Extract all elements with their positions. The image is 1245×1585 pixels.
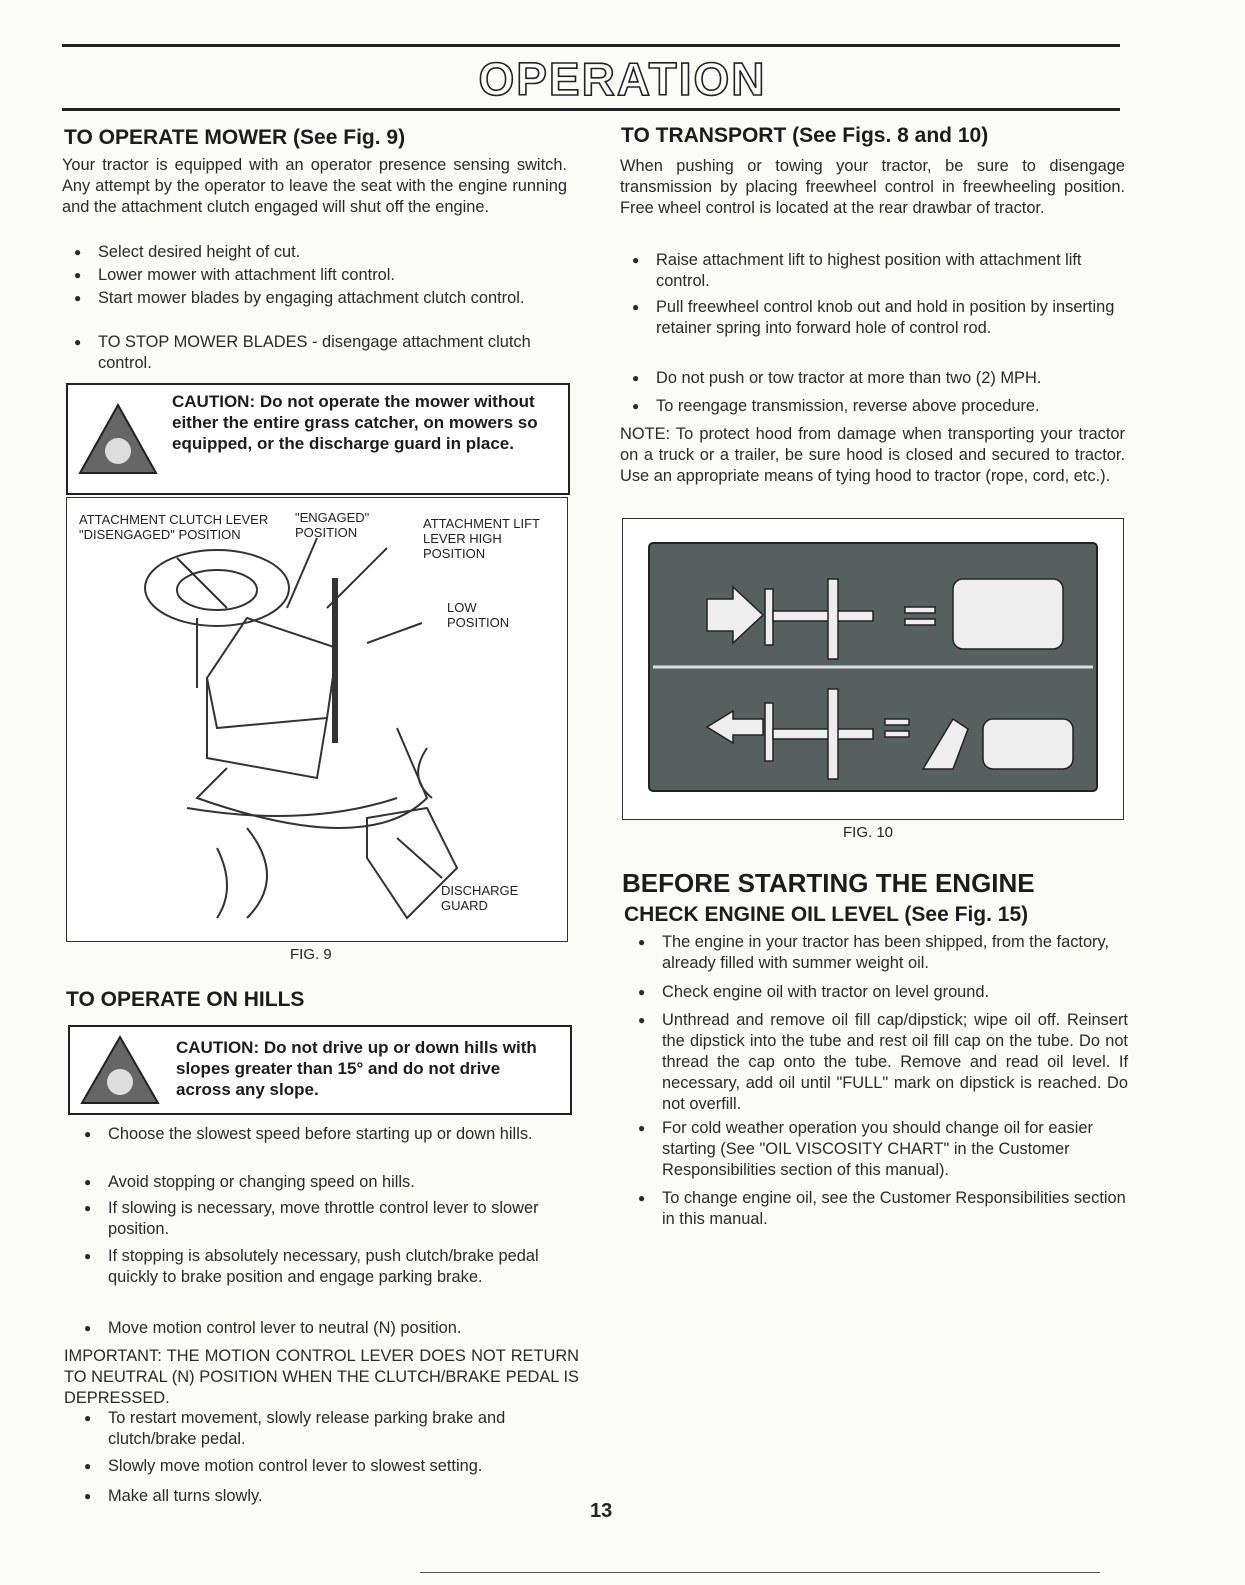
transport-note: NOTE: To protect hood from damage when transporting your tractor on a truck or a trailer, be sure hood is closed and secured to tractor. Use an appropriate means of tying hood to tractor (rope, cord, etc.). [620,425,1125,485]
bullet-icon: ● [638,1013,646,1027]
fig10-caption: FIG. 10 [843,824,894,841]
important-note: IMPORTANT: THE MOTION CONTROL LEVER DOES NOT RETURN TO NEUTRAL (N) POSITION WHEN THE CLUTCH/BRAKE PEDAL IS DEPRESSED. [64,1347,579,1407]
hills-bullet [84,1408,578,1450]
bullet-icon: ● [632,300,640,314]
hills-bullet [84,1172,578,1193]
bullet-icon: ● [74,268,82,282]
hills-bullet [84,1456,578,1477]
mower-bullet-text: Lower mower with attachment lift control. [98,266,395,284]
oil-bullet-text: Check engine oil with tractor on level ground. [662,983,990,1001]
mower-intro: Your tractor is equipped with an operator presence sensing switch. Any attempt by the operator to leave the seat with the engine running and the attachment clutch engaged will shut off the engine. [62,156,567,216]
mower-caution-text: CAUTION: Do not operate the mower without either the entire grass catcher, on mowers so equipped, or the discharge guard in place. [172,392,538,453]
lift-lever-label: ATTACHMENT LIFT LEVER HIGH POSITION [423,516,540,561]
check-oil-heading: CHECK ENGINE OIL LEVEL (See Fig. 15) [624,903,1029,926]
mower-caution-box [66,383,570,495]
bullet-icon: ● [84,1201,92,1215]
hills-bullet-text: To restart movement, slowly release parking brake and clutch/brake pedal. [108,1409,506,1448]
transport-bullet [632,368,1124,389]
transport-bullet-text: Raise attachment lift to highest position with attachment lift control. [656,251,1082,290]
bullet-icon: ● [74,335,82,349]
hills-bullet-text: If slowing is necessary, move throttle control lever to slower position. [108,1199,539,1238]
oil-bullet [638,1188,1128,1230]
mower-bullet [74,288,568,309]
bullet-icon: ● [84,1489,92,1503]
bullet-icon: ● [84,1459,92,1473]
transport-bullet-text: Do not push or tow tractor at more than two (2) MPH. [656,369,1042,387]
clutch-lever-label: ATTACHMENT CLUTCH LEVER "DISENGAGED" POSITION [79,512,269,542]
figure-9 [66,497,568,942]
oil-bullet-text: The engine in your tractor has been shipped, from the factory, already filled with summer weight oil. [662,933,1110,972]
transport-heading: TO TRANSPORT (See Figs. 8 and 10) [621,124,989,147]
fig9-caption: FIG. 9 [290,946,332,963]
warning-icon [80,1035,160,1105]
hills-bullet-text: If stopping is absolutely necessary, push clutch/brake pedal quickly to brake position and engage parking brake. [108,1247,539,1286]
oil-bullet-text: For cold weather operation you should change oil for easier starting (See "OIL VISCOSITY CHART" in the Customer Responsibilities section of this manual). [662,1119,1093,1179]
discharge-guard-label: DISCHARGE GUARD [441,883,519,913]
bullet-icon: ● [638,935,646,949]
bullet-icon: ● [84,1127,92,1141]
mower-controls-illustration [67,498,567,941]
hills-caution-box [68,1025,572,1115]
hills-bullet-text: Make all turns slowly. [108,1487,263,1505]
transport-bullet-text: To reengage transmission, reverse above procedure. [656,397,1040,415]
hills-bullet [84,1318,578,1339]
bottom-rule [420,1572,1100,1573]
transport-intro: When pushing or towing your tractor, be sure to disengage transmission by placing freewheel control in freewheeling position. Free wheel control is located at the rear drawbar of tractor. [620,157,1125,217]
hills-caution-text: CAUTION: Do not drive up or down hills with slopes greater than 15° and do not drive across any slope. [176,1038,537,1099]
bullet-icon: ● [84,1175,92,1189]
hills-bullet [84,1246,578,1288]
bullet-icon: ● [638,1121,646,1135]
hills-bullet-text: Slowly move motion control lever to slowest setting. [108,1457,483,1475]
mower-bullet [74,332,568,374]
figure-10 [622,518,1124,820]
bullet-icon: ● [632,253,640,267]
bullet-icon: ● [84,1249,92,1263]
mower-bullet [74,265,568,286]
hills-bullet-text: Move motion control lever to neutral (N) position. [108,1319,462,1337]
mower-bullet-text: Start mower blades by engaging attachment clutch control. [98,289,525,307]
bullet-icon: ● [84,1321,92,1335]
oil-bullet [638,982,1128,1003]
bullet-icon: ● [74,245,82,259]
hills-bullet [84,1486,578,1507]
hills-bullet-text: Avoid stopping or changing speed on hills. [108,1173,415,1191]
before-starting-heading: BEFORE STARTING THE ENGINE [622,868,1035,898]
engaged-position-label: "ENGAGED" POSITION [295,510,370,540]
bullet-icon: ● [638,985,646,999]
top-rule [62,44,1120,47]
transport-bullet [632,396,1124,417]
oil-bullet [638,1118,1128,1181]
mower-bullet-text: Select desired height of cut. [98,243,301,261]
page-number: 13 [590,1500,613,1522]
page-title: OPERATION [478,53,767,105]
bullet-icon: ● [74,291,82,305]
oil-bullet [638,1010,1128,1115]
transport-bullet-text: Pull freewheel control knob out and hold in position by inserting retainer spring into forward hole of control rod. [656,298,1115,337]
transport-bullet [632,297,1124,339]
oil-bullet-text: To change engine oil, see the Customer Responsibilities section in this manual. [662,1189,1126,1228]
mower-bullet [74,242,568,263]
transport-bullet [632,250,1124,292]
bullet-icon: ● [632,371,640,385]
oil-bullet-text: Unthread and remove oil fill cap/dipstick; wipe oil off. Reinsert the dipstick into the tube and rest oil fill cap on the tube. Do not thread the cap onto the tube. Remove and read oil level. If necessary, add oil until "FULL" mark on dipstick is reached. Do not overfill. [662,1011,1128,1113]
hills-bullet [84,1124,578,1145]
bullet-icon: ● [638,1191,646,1205]
low-position-label: LOW POSITION [447,600,510,630]
bullet-icon: ● [632,399,640,413]
oil-bullet [638,932,1128,974]
title-rule [62,108,1120,111]
hills-bullet [84,1198,578,1240]
bullet-icon: ● [84,1411,92,1425]
hills-bullet-text: Choose the slowest speed before starting up or down hills. [108,1125,533,1143]
hills-heading: TO OPERATE ON HILLS [66,988,305,1011]
mower-bullet-text: TO STOP MOWER BLADES - disengage attachment clutch control. [98,333,531,372]
mower-heading: TO OPERATE MOWER (See Fig. 9) [64,126,406,149]
freewheel-illustration [623,519,1123,819]
warning-icon [78,403,158,475]
